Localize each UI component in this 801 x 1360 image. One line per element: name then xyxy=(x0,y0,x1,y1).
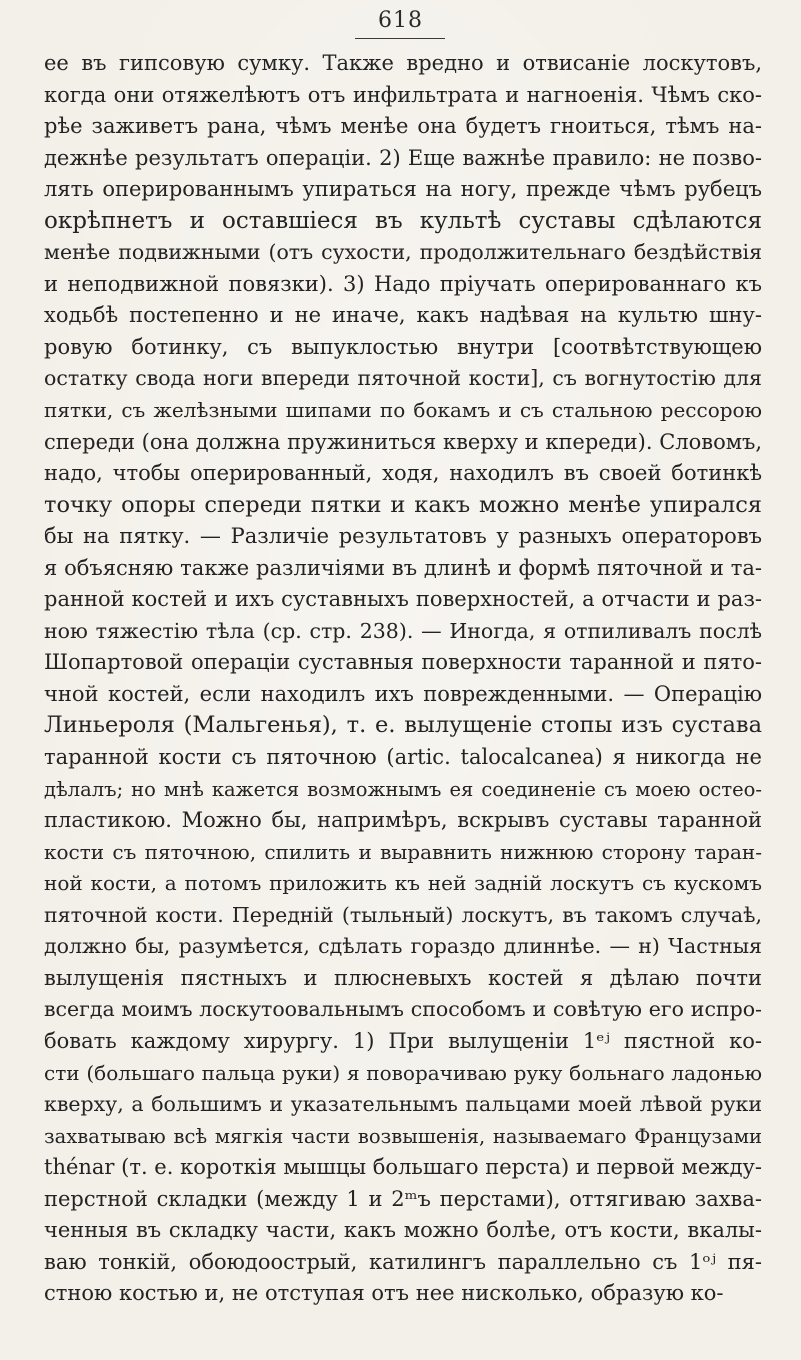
text-line: пластикою. Можно бы, напримѣръ, вскрывъ суставы таранной xyxy=(44,808,762,833)
text-line: пятки, съ желѣзными шипами по бокамъ и съ стальною рессорою xyxy=(44,398,762,423)
text-line: точку опоры спереди пятки и какъ можно менѣе упирался xyxy=(44,491,762,518)
text-line: thénar (т. е. короткія мышцы большаго перста) и первой между- xyxy=(44,1155,762,1180)
text-line: ною тяжестію тѣла (ср. стр. 238). — Иногда, я отпиливалъ послѣ xyxy=(44,618,762,643)
text-line: пяточной кости. Передній (тыльный) лоскутъ, въ такомъ случаѣ, xyxy=(44,902,762,927)
text-line: ходьбѣ постепенно и не иначе, какъ надѣвая на культю шну- xyxy=(44,303,762,328)
text-line: ваю тонкій, обоюдоострый, катилингъ параллельно съ 1ᵒʲ пя- xyxy=(44,1249,762,1274)
text-line: когда они отяжелѣютъ отъ инфильтрата и нагноенія. Чѣмъ ско- xyxy=(44,82,762,107)
text-line: должно бы, разумѣется, сдѣлать гораздо длиннѣе. — н) Частныя xyxy=(44,934,762,959)
text-line: вылущенія пястныхъ и плюсневыхъ костей я дѣлаю почти xyxy=(44,965,762,990)
text-line: всегда моимъ лоскутоовальнымъ способомъ и совѣтую его испро- xyxy=(44,997,762,1022)
text-line: менѣе подвижными (отъ сухости, продолжительнаго бездѣйствія xyxy=(44,240,762,265)
text-line: дежнѣе результатъ операціи. 2) Еще важнѣе правило: не позво- xyxy=(44,145,762,170)
text-line: ченныя въ складку части, какъ можно болѣе, отъ кости, вкалы- xyxy=(44,1218,762,1243)
text-line: рѣе заживетъ рана, чѣмъ менѣе она будетъ гноиться, тѣмъ на- xyxy=(44,114,762,139)
text-line: и неподвижной повязки). 3) Надо пріучать оперированнаго къ xyxy=(44,271,762,296)
text-line: ее въ гипсовую сумку. Также вредно и отвисаніе лоскутовъ, xyxy=(44,51,762,75)
body-text xyxy=(44,48,762,1310)
text-line: перстной складки (между 1 и 2ᵐъ перстами), оттягиваю захва- xyxy=(44,1186,762,1211)
text-line: бовать каждому хирургу. 1) При вылущеніи 1ᵉʲ пястной ко- xyxy=(44,1028,762,1053)
text-line: бы на пятку. — Различіе результатовъ у разныхъ операторовъ xyxy=(44,524,762,549)
text-line: спереди (она должна пружиниться кверху и кпереди). Словомъ, xyxy=(44,429,762,454)
text-line: лять оперированнымъ упираться на ногу, прежде чѣмъ рубецъ xyxy=(44,177,762,202)
text-line: кости съ пяточною, спилить и выравнить нижнюю сторону таран- xyxy=(44,839,762,864)
text-line: надо, чтобы оперированный, ходя, находилъ въ своей ботинкѣ xyxy=(44,461,762,486)
text-line: ной кости, а потомъ приложить къ ней задній лоскутъ съ кускомъ xyxy=(44,871,762,896)
text-line: ровую ботинку, съ выпуклостью внутри [соотвѣтствующею xyxy=(44,334,762,359)
page-number: 618 xyxy=(378,8,423,33)
text-line: я объясняю также различіями въ длинѣ и формѣ пяточной и та- xyxy=(44,555,762,580)
text-line: ранной костей и ихъ суставныхъ поверхностей, а отчасти и раз- xyxy=(44,587,762,612)
text-line: захватываю всѣ мягкія части возвышенія, называемаго Французами xyxy=(44,1124,762,1148)
text-line: чной костей, если находилъ ихъ поврежденными. — Операцію xyxy=(44,681,762,706)
text-line: Линьероля (Мальгенья), т. е. вылущеніе стопы изъ сустава xyxy=(44,712,762,739)
text-line: таранной кости съ пяточною (artic. talocalcanea) я никогда не xyxy=(44,745,762,770)
text-line: кверху, а большимъ и указательнымъ пальцами моей лѣвой руки xyxy=(44,1092,762,1117)
text-line: Шопартовой операціи суставныя поверхности таранной и пято- xyxy=(44,650,762,675)
text-line: стною костью и, не отступая отъ нее нисколько, образую ко- xyxy=(44,1281,724,1306)
text-line: сти (большаго пальца руки) я поворачиваю руку больнаго ладонью xyxy=(44,1060,762,1085)
page-number-rule xyxy=(355,38,445,39)
text-line: окрѣпнетъ и оставшіеся въ культѣ суставы сдѣлаются xyxy=(44,207,762,234)
text-line: дѣлалъ; но мнѣ кажется возможнымъ ея соединеніе съ моею остео- xyxy=(44,777,762,801)
text-line: остатку свода ноги впереди пяточной кости], съ вогнутостію для xyxy=(44,366,762,391)
